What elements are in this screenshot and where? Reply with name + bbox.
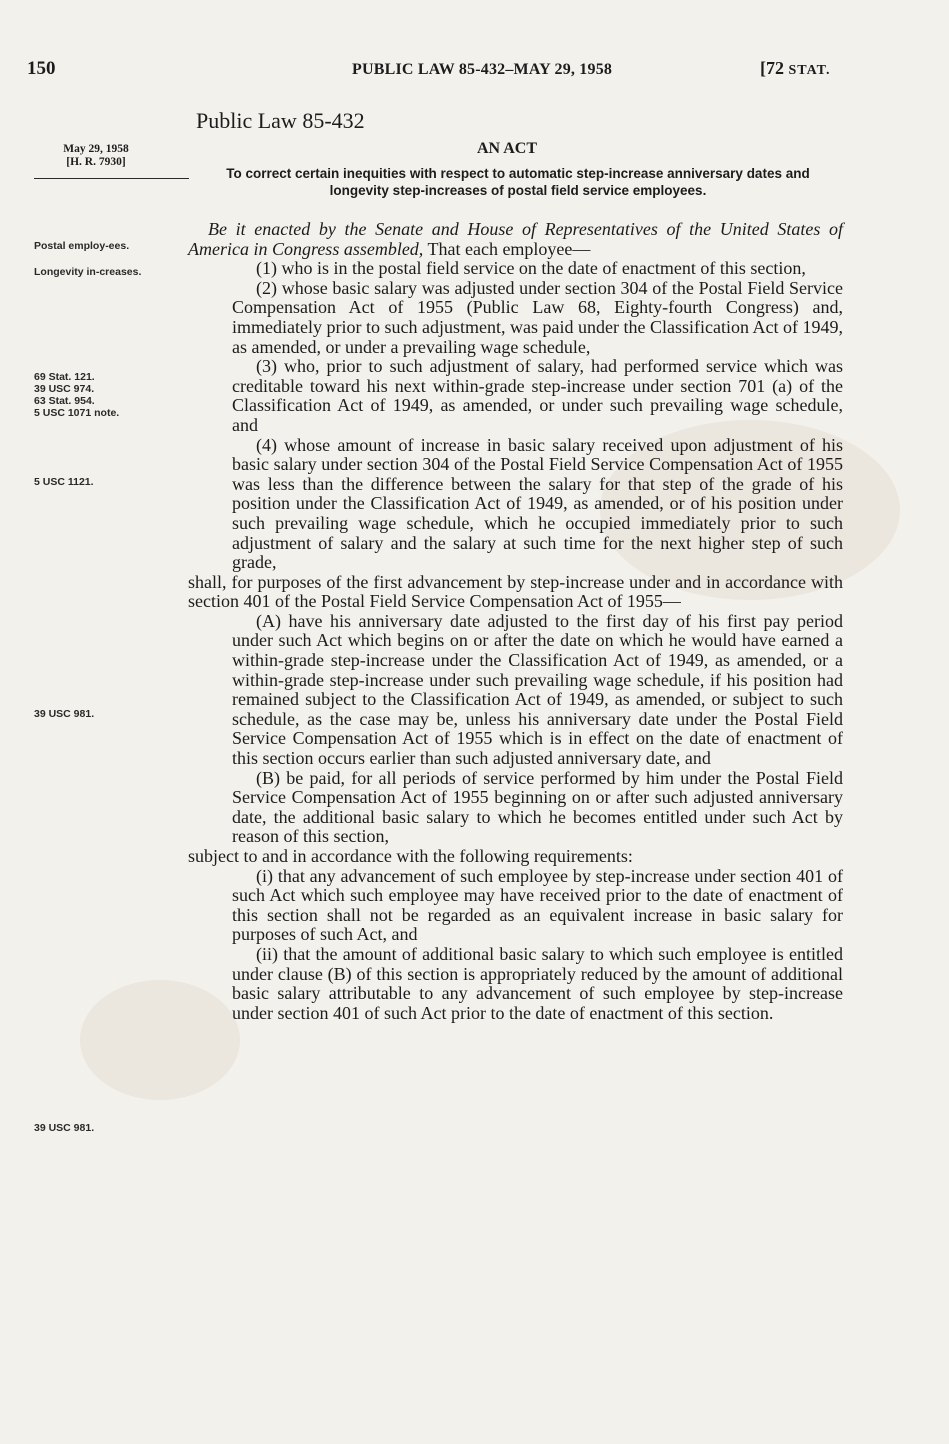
clause-4: (4) whose amount of increase in basic salary received upon adjustment of his basic salary under section 304 of the Postal Field Service Compensation Act of 1955 was less than the difference between the salary for that step of the grade of his position under the Classification Act of 1949, as amended, or of his position under such prevailing wage schedule, which he occupied immediately prior to such adjustment of salary and the salary at such time for the next higher step of such grade,	[232, 434, 843, 573]
margin-topic-postal: Postal employ-ees.	[34, 240, 130, 252]
margin-cite-39usc: 39 USC 981.	[34, 1122, 95, 1134]
act-body	[188, 220, 843, 1023]
clause-ii: (ii) that the amount of additional basic salary to which such employee is entitled under clause (B) of this section is appropriately reduced by the amount of additional basic salary attributable to any advancement of such employee by step-increase under section 401 of such Act prior to the date of enactment of this section.	[232, 943, 843, 1023]
margin-cite-39usc: 39 USC 981.	[34, 708, 95, 720]
shall-clause: shall, for purposes of the first advancement by step-increase under and in accordance with section 401 of the Postal Field Service Compensation Act of 1955—	[188, 571, 843, 612]
enacting-formula: Be it enacted by the Senate and House of Representatives of the United States of America in Congress assembled,	[188, 219, 843, 259]
enacting-rest: That each employee—	[423, 238, 591, 259]
margin-cite: 63 Stat. 954.	[34, 395, 95, 407]
clause-3: (3) who, prior to such adjustment of salary, had performed service which was creditable toward his next within-grade step-increase under section 701 (a) of the Classification Act of 1949, as amended, or under such prevailing wage schedule, and	[232, 356, 843, 435]
clause-b: (B) be paid, for all periods of service performed by him under the Postal Field Service Compensation Act of 1955 beginning on or after such adjusted anniversary date, the additional basic salary to which he becomes entitled under such Act by reason of this section,	[232, 767, 843, 847]
clause-2: (2) whose basic salary was adjusted under section 304 of the Postal Field Service Compensation Act of 1955 (Public Law 68, Eighty-fourth Congress) and, immediately prior to such adjustment, was paid under the Classification Act of 1949, as amended, or under a prevailing wage schedule,	[232, 277, 843, 357]
volume-stat: STAT.	[788, 63, 831, 78]
running-title: PUBLIC LAW 85-432–MAY 29, 1958	[352, 61, 613, 78]
clause-a: (A) have his anniversary date adjusted to the first day of his first pay period under such Act which begins on or after the date on which he would have earned a within-grade step-increase under the Classification Act of 1949, as amended, or a within-grade step-increase under such prevailing wage schedule, if his position had remained subject to the Classification Act of 1949, as amended, or subject to such schedule, as the case may be, unless his anniversary date under the Postal Field Service Compensation Act of 1955 which is in effect on the date of enactment of this section occurs earlier than such adjusted anniversary date, and	[232, 610, 843, 769]
margin-cite: 69 Stat. 121.	[34, 371, 95, 383]
public-law-title: Public Law 85-432	[196, 108, 365, 133]
margin-cite-block	[34, 371, 119, 419]
act-label: AN ACT	[477, 140, 538, 157]
volume-prefix: [72	[760, 58, 789, 78]
clause-1: (1) who is in the postal field service on the date of enactment of this section,	[256, 258, 806, 279]
margin-cite: 39 USC 974.	[34, 383, 95, 395]
enacting-clause	[188, 220, 843, 259]
margin-cite: 5 USC 1071 note.	[34, 407, 120, 419]
margin-date: May 29, 1958	[63, 143, 129, 155]
volume-cite	[760, 58, 830, 79]
act-purpose: To correct certain inequities with respect to automatic step-increase anniversary dates and longevity step-increases of postal field service employees.	[226, 166, 810, 198]
margin-bill: [H. R. 7930]	[66, 156, 126, 168]
subject-clause: subject to and in accordance with the following requirements:	[188, 846, 633, 866]
margin-topic-longevity: Longevity in-creases.	[34, 266, 142, 278]
margin-date-block	[36, 143, 156, 169]
margin-cite-5usc: 5 USC 1121.	[34, 476, 94, 488]
margin-rule	[34, 178, 189, 179]
clause-i: (i) that any advancement of such employee by step-increase under section 401 of such Act which such employee may have received prior to the date of enactment of this section shall not be regarded as an equivalent increase in basic salary for purposes of such Act, and	[232, 865, 843, 945]
page-number: 150	[27, 58, 56, 79]
